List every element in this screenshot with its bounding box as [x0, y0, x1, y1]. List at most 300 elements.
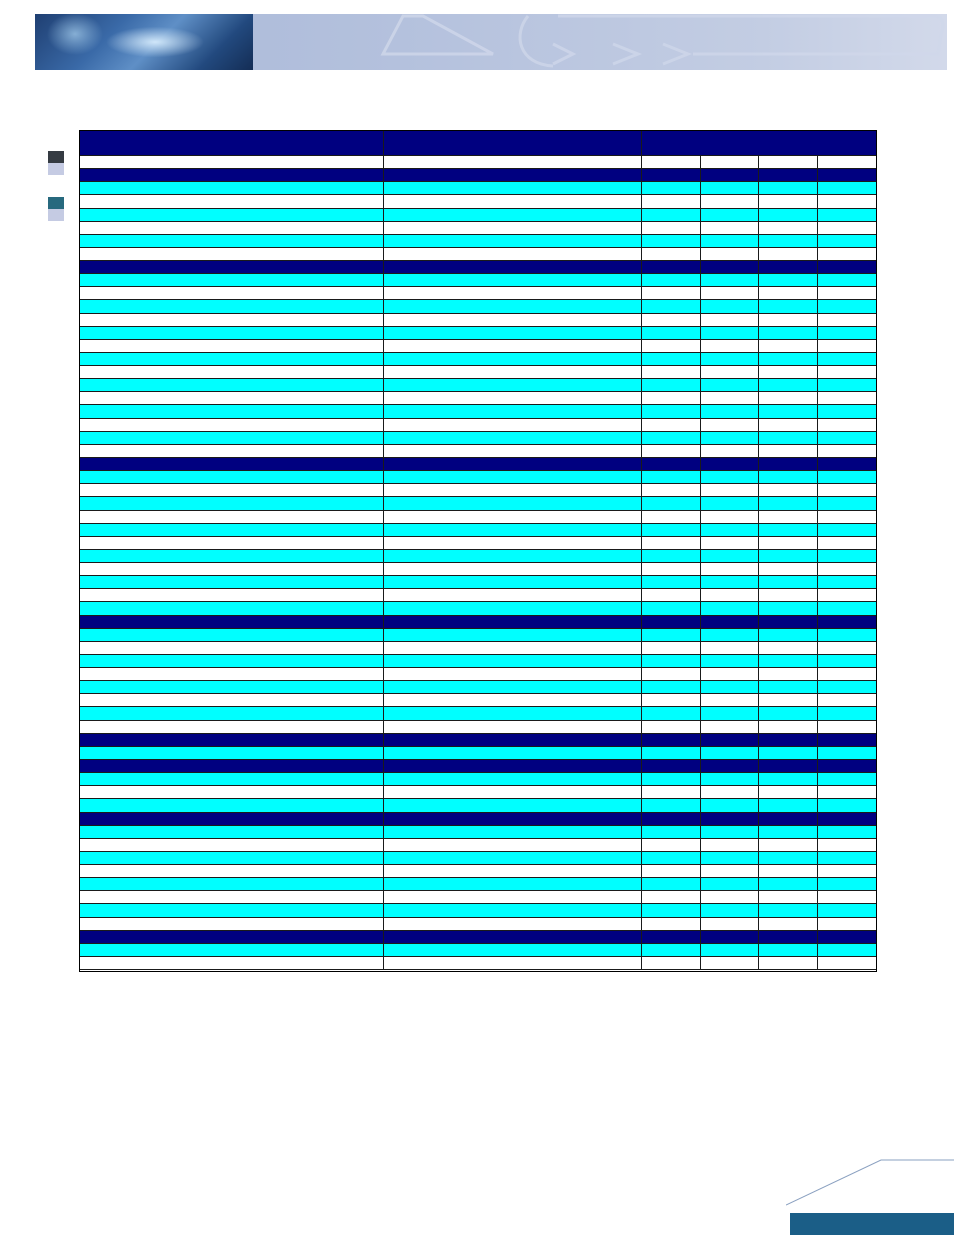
table-cell — [80, 431, 383, 445]
table-cell — [80, 457, 383, 471]
row-divider — [80, 510, 876, 511]
table-cell — [700, 759, 758, 773]
row-divider — [80, 903, 876, 904]
header-cell — [641, 131, 876, 155]
table-cell — [641, 496, 700, 510]
row-divider — [80, 221, 876, 222]
table-cell — [758, 549, 817, 563]
table-cell — [641, 326, 700, 340]
table-cell — [383, 431, 641, 445]
table-cell — [80, 772, 383, 786]
table-row — [80, 510, 876, 524]
table-cell — [758, 418, 817, 432]
table-cell — [817, 825, 876, 839]
table-cell — [817, 313, 876, 327]
table-row — [80, 444, 876, 458]
table-cell — [758, 615, 817, 629]
table-cell — [700, 326, 758, 340]
table-cell — [641, 772, 700, 786]
table-cell — [641, 706, 700, 720]
table-cell — [817, 812, 876, 826]
table-cell — [700, 470, 758, 484]
table-cell — [80, 720, 383, 734]
table-cell — [383, 536, 641, 550]
row-divider — [80, 299, 876, 300]
table-cell — [700, 562, 758, 576]
table-cell — [80, 930, 383, 944]
table-cell — [383, 917, 641, 931]
table-row — [80, 404, 876, 418]
table-cell — [383, 155, 641, 169]
table-cell — [758, 299, 817, 313]
table-cell — [383, 641, 641, 655]
table-row — [80, 247, 876, 261]
table-cell — [383, 208, 641, 222]
table-row — [80, 864, 876, 878]
table-cell — [383, 234, 641, 248]
row-divider — [80, 444, 876, 445]
row-divider — [80, 155, 876, 156]
row-divider — [80, 917, 876, 918]
table-cell — [641, 838, 700, 852]
table-cell — [817, 326, 876, 340]
table-cell — [80, 759, 383, 773]
table-cell — [641, 562, 700, 576]
table-cell — [641, 221, 700, 235]
table-cell — [383, 956, 641, 970]
table-row — [80, 313, 876, 327]
row-divider — [80, 470, 876, 471]
table-cell — [700, 667, 758, 681]
table-cell — [758, 234, 817, 248]
table-row — [80, 194, 876, 208]
table-cell — [641, 457, 700, 471]
column-divider — [641, 131, 642, 969]
table-cell — [817, 943, 876, 957]
row-divider — [80, 693, 876, 694]
table-cell — [817, 667, 876, 681]
table-cell — [80, 194, 383, 208]
table-cell — [700, 365, 758, 379]
table-cell — [700, 654, 758, 668]
table-cell — [700, 208, 758, 222]
table-cell — [700, 903, 758, 917]
table-cell — [80, 601, 383, 615]
table-cell — [700, 720, 758, 734]
table-cell — [383, 326, 641, 340]
table-cell — [817, 562, 876, 576]
section-header-row — [80, 733, 876, 747]
table-cell — [817, 601, 876, 615]
row-divider — [80, 273, 876, 274]
table-cell — [383, 943, 641, 957]
table-cell — [817, 365, 876, 379]
row-divider — [80, 772, 876, 773]
table-cell — [80, 299, 383, 313]
table-cell — [817, 864, 876, 878]
table-cell — [700, 313, 758, 327]
table-cell — [383, 615, 641, 629]
table-cell — [641, 903, 700, 917]
table-cell — [700, 812, 758, 826]
row-divider — [80, 654, 876, 655]
table-cell — [758, 313, 817, 327]
table-cell — [700, 457, 758, 471]
table-cell — [641, 470, 700, 484]
row-divider — [80, 431, 876, 432]
table-cell — [700, 772, 758, 786]
table-cell — [700, 641, 758, 655]
row-divider — [80, 969, 876, 970]
table-cell — [700, 798, 758, 812]
section-header-row — [80, 812, 876, 826]
table-cell — [641, 352, 700, 366]
table-cell — [641, 194, 700, 208]
table-cell — [700, 864, 758, 878]
table-cell — [383, 720, 641, 734]
table-cell — [641, 812, 700, 826]
table-cell — [641, 339, 700, 353]
row-divider — [80, 391, 876, 392]
table-row — [80, 536, 876, 550]
row-divider — [80, 326, 876, 327]
row-divider — [80, 930, 876, 931]
table-cell — [758, 706, 817, 720]
table-cell — [641, 720, 700, 734]
table-cell — [758, 404, 817, 418]
table-cell — [700, 536, 758, 550]
table-cell — [758, 510, 817, 524]
table-cell — [80, 470, 383, 484]
row-divider — [80, 956, 876, 957]
row-divider — [80, 523, 876, 524]
row-divider — [80, 418, 876, 419]
table-cell — [758, 864, 817, 878]
table-cell — [758, 457, 817, 471]
table-cell — [383, 746, 641, 760]
table-row — [80, 418, 876, 432]
table-cell — [758, 772, 817, 786]
table-cell — [758, 759, 817, 773]
row-divider — [80, 168, 876, 169]
table-cell — [758, 798, 817, 812]
table-cell — [758, 667, 817, 681]
table-cell — [383, 247, 641, 261]
table-cell — [817, 549, 876, 563]
table-row — [80, 720, 876, 734]
table-row — [80, 772, 876, 786]
table-cell — [80, 365, 383, 379]
table-cell — [383, 470, 641, 484]
table-cell — [641, 798, 700, 812]
table-cell — [80, 838, 383, 852]
table-cell — [700, 247, 758, 261]
table-cell — [758, 339, 817, 353]
section-header-row — [80, 759, 876, 773]
table-row — [80, 470, 876, 484]
table-cell — [80, 615, 383, 629]
table-cell — [383, 733, 641, 747]
table-cell — [80, 706, 383, 720]
table-cell — [700, 746, 758, 760]
table-cell — [700, 523, 758, 537]
table-row — [80, 654, 876, 668]
table-cell — [80, 352, 383, 366]
table-cell — [80, 746, 383, 760]
row-divider — [80, 457, 876, 458]
table-cell — [700, 194, 758, 208]
row-divider — [80, 943, 876, 944]
row-divider — [80, 864, 876, 865]
table-cell — [80, 549, 383, 563]
table-cell — [641, 260, 700, 274]
banner-watermark-shapes — [253, 14, 947, 70]
table-cell — [383, 838, 641, 852]
table-cell — [758, 221, 817, 235]
table-cell — [758, 194, 817, 208]
table-cell — [700, 260, 758, 274]
table-cell — [641, 917, 700, 931]
table-cell — [80, 326, 383, 340]
table-cell — [817, 798, 876, 812]
table-cell — [641, 523, 700, 537]
table-cell — [383, 667, 641, 681]
table-row — [80, 365, 876, 379]
row-divider — [80, 194, 876, 195]
table-cell — [758, 903, 817, 917]
table-cell — [80, 339, 383, 353]
table-cell — [700, 444, 758, 458]
table-row — [80, 943, 876, 957]
table-row — [80, 838, 876, 852]
table-cell — [700, 221, 758, 235]
table-cell — [817, 418, 876, 432]
table-row — [80, 798, 876, 812]
table-cell — [700, 549, 758, 563]
table-cell — [758, 155, 817, 169]
table-cell — [641, 628, 700, 642]
table-row — [80, 299, 876, 313]
table-row — [80, 431, 876, 445]
table-cell — [641, 299, 700, 313]
table-cell — [383, 510, 641, 524]
table-row — [80, 155, 876, 169]
table-cell — [758, 654, 817, 668]
row-divider — [80, 825, 876, 826]
table-cell — [641, 667, 700, 681]
table-cell — [641, 733, 700, 747]
table-cell — [383, 798, 641, 812]
table-cell — [383, 523, 641, 537]
table-cell — [758, 326, 817, 340]
table-cell — [383, 706, 641, 720]
table-cell — [383, 825, 641, 839]
table-cell — [80, 943, 383, 957]
table-row — [80, 851, 876, 865]
table-row — [80, 221, 876, 235]
table-cell — [817, 654, 876, 668]
column-divider — [383, 131, 384, 969]
table-cell — [80, 418, 383, 432]
row-divider — [80, 313, 876, 314]
table-cell — [700, 496, 758, 510]
table-cell — [80, 917, 383, 931]
table-cell — [700, 930, 758, 944]
table-cell — [80, 654, 383, 668]
subcolumn-divider — [758, 155, 759, 969]
table-cell — [758, 365, 817, 379]
table-cell — [700, 404, 758, 418]
row-divider — [80, 234, 876, 235]
table-cell — [700, 956, 758, 970]
table-cell — [383, 654, 641, 668]
table-cell — [641, 864, 700, 878]
table-cell — [80, 444, 383, 458]
table-cell — [383, 903, 641, 917]
table-cell — [641, 155, 700, 169]
row-divider — [80, 877, 876, 878]
row-divider — [80, 706, 876, 707]
table-cell — [700, 733, 758, 747]
banner-photo — [35, 14, 253, 70]
table-cell — [80, 536, 383, 550]
row-divider — [80, 641, 876, 642]
table-cell — [641, 956, 700, 970]
table-cell — [758, 825, 817, 839]
table-row — [80, 208, 876, 222]
table-cell — [80, 221, 383, 235]
table-cell — [80, 956, 383, 970]
table-cell — [817, 247, 876, 261]
table-cell — [758, 260, 817, 274]
table-cell — [817, 194, 876, 208]
table-cell — [641, 549, 700, 563]
table-cell — [80, 247, 383, 261]
table-cell — [817, 523, 876, 537]
row-divider — [80, 562, 876, 563]
table-cell — [80, 851, 383, 865]
row-divider — [80, 483, 876, 484]
table-cell — [80, 496, 383, 510]
row-divider — [80, 628, 876, 629]
table-cell — [817, 615, 876, 629]
header-cell — [383, 131, 641, 155]
row-divider — [80, 286, 876, 287]
table-cell — [817, 917, 876, 931]
table-row — [80, 956, 876, 970]
table-cell — [383, 864, 641, 878]
table-cell — [817, 470, 876, 484]
table-cell — [383, 221, 641, 235]
table-cell — [383, 339, 641, 353]
row-divider — [80, 851, 876, 852]
table-cell — [758, 523, 817, 537]
table-cell — [700, 706, 758, 720]
table-cell — [641, 247, 700, 261]
table-cell — [817, 339, 876, 353]
table-cell — [641, 851, 700, 865]
table-row — [80, 746, 876, 760]
table-cell — [641, 746, 700, 760]
table-cell — [758, 431, 817, 445]
row-divider — [80, 838, 876, 839]
section-header-row — [80, 457, 876, 471]
table-cell — [817, 628, 876, 642]
row-divider — [80, 208, 876, 209]
table-cell — [758, 720, 817, 734]
section-header-row — [80, 930, 876, 944]
table-row — [80, 352, 876, 366]
table-cell — [758, 247, 817, 261]
table-cell — [80, 523, 383, 537]
row-divider — [80, 496, 876, 497]
row-divider — [80, 785, 876, 786]
row-divider — [80, 812, 876, 813]
table-cell — [758, 641, 817, 655]
row-divider — [80, 720, 876, 721]
header-cell — [80, 131, 383, 155]
table-row — [80, 903, 876, 917]
marker-light-2 — [48, 209, 64, 221]
table-cell — [641, 825, 700, 839]
section-header-row — [80, 260, 876, 274]
table-row — [80, 326, 876, 340]
table-cell — [80, 234, 383, 248]
table-cell — [641, 930, 700, 944]
table-cell — [817, 208, 876, 222]
side-markers — [48, 151, 66, 221]
row-divider — [80, 667, 876, 668]
table-cell — [383, 352, 641, 366]
table-row — [80, 549, 876, 563]
table-cell — [758, 838, 817, 852]
row-divider — [80, 260, 876, 261]
table-row — [80, 523, 876, 537]
row-divider — [80, 247, 876, 248]
table-cell — [80, 812, 383, 826]
table-cell — [641, 365, 700, 379]
subcolumn-divider — [817, 155, 818, 969]
table-cell — [817, 510, 876, 524]
table-cell — [817, 457, 876, 471]
table-cell — [383, 930, 641, 944]
table-cell — [817, 851, 876, 865]
marker-dark — [48, 151, 64, 163]
table-cell — [817, 641, 876, 655]
table-cell — [383, 496, 641, 510]
table-cell — [641, 431, 700, 445]
table-cell — [641, 943, 700, 957]
row-divider — [80, 746, 876, 747]
table-cell — [758, 812, 817, 826]
table-cell — [700, 943, 758, 957]
table-cell — [817, 746, 876, 760]
row-divider — [80, 733, 876, 734]
table-cell — [758, 601, 817, 615]
table-cell — [700, 155, 758, 169]
table-cell — [383, 759, 641, 773]
table-cell — [641, 510, 700, 524]
table-cell — [80, 641, 383, 655]
table-cell — [817, 352, 876, 366]
table-cell — [80, 825, 383, 839]
row-divider — [80, 549, 876, 550]
table-cell — [758, 956, 817, 970]
table-cell — [758, 496, 817, 510]
table-cell — [383, 549, 641, 563]
table-cell — [700, 352, 758, 366]
table-cell — [758, 930, 817, 944]
